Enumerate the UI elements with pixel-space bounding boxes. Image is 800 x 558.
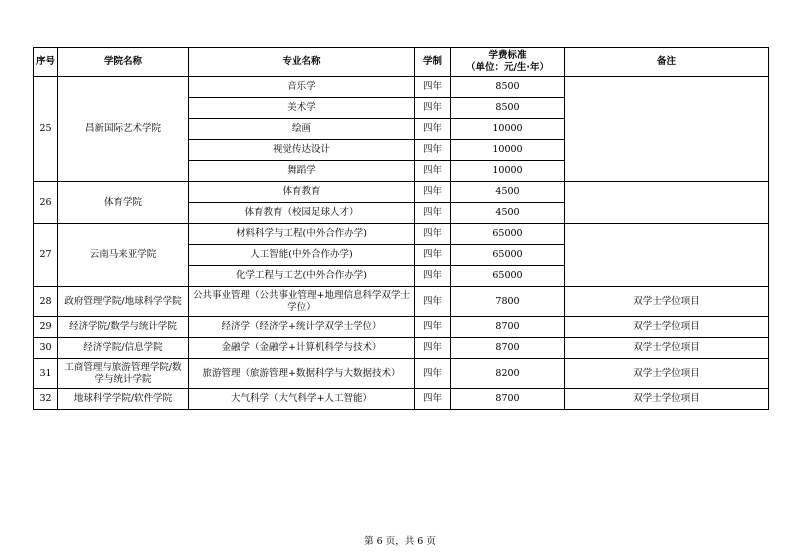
major-name: 体育教育（校园足球人才） bbox=[189, 203, 415, 224]
row-no: 32 bbox=[34, 389, 58, 410]
note: 双学士学位项目 bbox=[565, 287, 769, 317]
college-name: 经济学院/数学与统计学院 bbox=[58, 317, 189, 338]
table-row bbox=[34, 338, 769, 359]
major-name: 视觉传达设计 bbox=[189, 140, 415, 161]
fee: 65000 bbox=[451, 245, 565, 266]
note: 双学士学位项目 bbox=[565, 359, 769, 389]
fee: 8500 bbox=[451, 77, 565, 98]
table-row bbox=[34, 389, 769, 410]
major-name: 体育教育 bbox=[189, 182, 415, 203]
college-name: 工商管理与旅游管理学院/数学与统计学院 bbox=[58, 359, 189, 389]
fee: 8700 bbox=[451, 338, 565, 359]
note: 双学士学位项目 bbox=[565, 338, 769, 359]
major-name: 绘画 bbox=[189, 119, 415, 140]
fee: 10000 bbox=[451, 161, 565, 182]
tuition-table bbox=[33, 47, 769, 410]
fee: 10000 bbox=[451, 140, 565, 161]
major-name: 美术学 bbox=[189, 98, 415, 119]
table-row bbox=[34, 317, 769, 338]
note bbox=[565, 224, 769, 287]
major-name: 舞蹈学 bbox=[189, 161, 415, 182]
major-name: 大气科学（大气科学+人工智能） bbox=[189, 389, 415, 410]
duration: 四年 bbox=[415, 245, 451, 266]
fee: 8200 bbox=[451, 359, 565, 389]
row-no: 27 bbox=[34, 224, 58, 287]
table-row bbox=[34, 77, 769, 98]
college-name: 昌新国际艺术学院 bbox=[58, 77, 189, 182]
fee: 65000 bbox=[451, 224, 565, 245]
major-name: 材料科学与工程(中外合作办学) bbox=[189, 224, 415, 245]
duration: 四年 bbox=[415, 98, 451, 119]
college-name: 经济学院/信息学院 bbox=[58, 338, 189, 359]
college-name: 政府管理学院/地球科学学院 bbox=[58, 287, 189, 317]
duration: 四年 bbox=[415, 266, 451, 287]
table-row bbox=[34, 224, 769, 245]
duration: 四年 bbox=[415, 203, 451, 224]
header-no: 序号 bbox=[34, 48, 58, 77]
fee: 4500 bbox=[451, 203, 565, 224]
row-no: 29 bbox=[34, 317, 58, 338]
fee: 10000 bbox=[451, 119, 565, 140]
duration: 四年 bbox=[415, 389, 451, 410]
college-name: 体育学院 bbox=[58, 182, 189, 224]
table-row bbox=[34, 359, 769, 389]
major-name: 旅游管理（旅游管理+数据科学与大数据技术） bbox=[189, 359, 415, 389]
fee: 4500 bbox=[451, 182, 565, 203]
row-no: 31 bbox=[34, 359, 58, 389]
fee: 8700 bbox=[451, 317, 565, 338]
note bbox=[565, 182, 769, 224]
duration: 四年 bbox=[415, 338, 451, 359]
duration: 四年 bbox=[415, 161, 451, 182]
header-note: 备注 bbox=[565, 48, 769, 77]
duration: 四年 bbox=[415, 287, 451, 317]
duration: 四年 bbox=[415, 77, 451, 98]
fee: 8700 bbox=[451, 389, 565, 410]
duration: 四年 bbox=[415, 140, 451, 161]
header-duration: 学制 bbox=[415, 48, 451, 77]
header-major: 专业名称 bbox=[189, 48, 415, 77]
header-fee-line1: 学费标准 bbox=[488, 50, 527, 61]
duration: 四年 bbox=[415, 119, 451, 140]
fee: 65000 bbox=[451, 266, 565, 287]
header-college: 学院名称 bbox=[58, 48, 189, 77]
major-name: 化学工程与工艺(中外合作办学) bbox=[189, 266, 415, 287]
note: 双学士学位项目 bbox=[565, 389, 769, 410]
college-name: 地球科学学院/软件学院 bbox=[58, 389, 189, 410]
table-row bbox=[34, 287, 769, 317]
note: 双学士学位项目 bbox=[565, 317, 769, 338]
major-name: 公共事业管理（公共事业管理+地理信息科学双学士学位） bbox=[189, 287, 415, 317]
duration: 四年 bbox=[415, 317, 451, 338]
major-name: 金融学（金融学+计算机科学与技术） bbox=[189, 338, 415, 359]
row-no: 26 bbox=[34, 182, 58, 224]
page-footer: 第 6 页，共 6 页 bbox=[364, 536, 436, 547]
duration: 四年 bbox=[415, 224, 451, 245]
header-row bbox=[34, 48, 769, 77]
college-name: 云南马来亚学院 bbox=[58, 224, 189, 287]
note bbox=[565, 77, 769, 182]
fee: 7800 bbox=[451, 287, 565, 317]
header-fee-line2: （单位：元/生·年） bbox=[465, 62, 550, 73]
row-no: 30 bbox=[34, 338, 58, 359]
row-no: 25 bbox=[34, 77, 58, 182]
major-name: 经济学（经济学+统计学双学士学位） bbox=[189, 317, 415, 338]
table-row bbox=[34, 182, 769, 203]
major-name: 人工智能(中外合作办学) bbox=[189, 245, 415, 266]
duration: 四年 bbox=[415, 359, 451, 389]
duration: 四年 bbox=[415, 182, 451, 203]
header-fee bbox=[451, 48, 565, 77]
major-name: 音乐学 bbox=[189, 77, 415, 98]
fee: 8500 bbox=[451, 98, 565, 119]
row-no: 28 bbox=[34, 287, 58, 317]
